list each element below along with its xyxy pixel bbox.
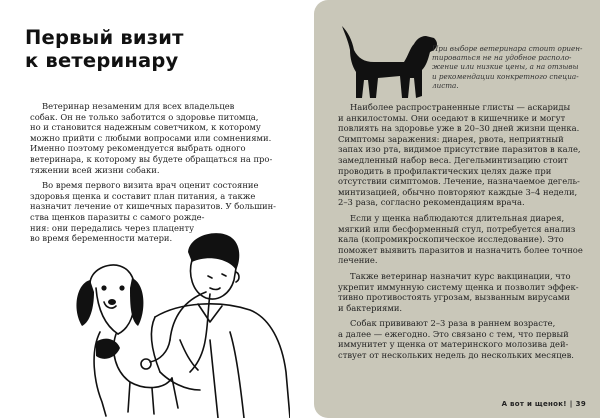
text-line: проводить в профилактических целях даже при	[338, 165, 552, 176]
title-line: Первый визит	[25, 26, 184, 49]
text-line: назначит лечение от кишечных паразитов. У большин-	[30, 201, 277, 212]
text-line: во время беременности матери.	[30, 233, 173, 244]
text-line: поможет выявить паразитов и назначить более точное	[338, 244, 583, 255]
page-number: 39	[575, 400, 586, 408]
paragraph	[338, 271, 586, 313]
text-line: Собак прививают 2–3 раза в раннем возрасте,	[350, 318, 556, 329]
text-line: но и становится надежным советчиком, к которому	[30, 122, 261, 133]
text-line: и бактериями.	[338, 302, 403, 313]
text-line: ства щенков паразиты с самого рожде-	[30, 211, 205, 222]
text-line: Если у щенка наблюдаются длительная диарея,	[350, 212, 565, 223]
text-line: ствует от нескольких недель до нескольких месяцев.	[338, 350, 574, 361]
text-line: Именно поэтому рекомендуется выбрать одного	[30, 143, 246, 154]
text-line: мягкий или бесформенный стул, потребуется анализ	[338, 223, 576, 234]
note-line: листа.	[432, 80, 459, 90]
text-line: тивно противостоять угрозам, вызванным вирусами	[338, 292, 570, 303]
note-line: и рекомендации конкретного специа-	[432, 71, 579, 81]
paragraph	[338, 213, 586, 266]
text-line: собак. Он не только заботится о здоровье питомца,	[30, 111, 259, 122]
text-line: 2–3 раза, согласно рекомендациям врача.	[338, 197, 525, 208]
note-line: При выборе ветеринара стоит ориен-	[432, 44, 583, 53]
text-line: запах изо рта, видимое присутствие паразитов в кале,	[338, 144, 581, 155]
text-line: повлиять на здоровье уже в 20–30 дней жизни щенка.	[338, 123, 580, 134]
paragraph	[338, 102, 586, 208]
text-line: кала (копромикроскопическое исследование). Это	[338, 234, 564, 245]
right-body-text	[338, 102, 586, 366]
text-line: лечение.	[338, 255, 378, 266]
text-line: здоровья щенка и составит план питания, а также	[30, 190, 256, 201]
text-line: замедленный набор веса. Дегельминтизацию стоит	[338, 154, 568, 165]
text-line: иммунитет у щенка от материнского молозива дей-	[338, 339, 569, 350]
text-line: Также ветеринар назначит курс вакцинации, что	[350, 270, 571, 281]
text-line: ветеринара, к которому вы будете обращаться на про-	[30, 153, 273, 164]
paragraph	[338, 318, 586, 360]
sidebar-note	[432, 44, 592, 90]
text-line: Симптомы заражения: диарея, рвота, неприятный	[338, 133, 564, 144]
paragraph	[18, 101, 280, 175]
text-line: тяжении всей жизни собаки.	[30, 164, 160, 175]
text-line: Наиболее распространенные глисты — аскариды	[350, 102, 571, 112]
text-line: отсутствии симптомов. Лечение, назначаемое дегель-	[338, 176, 580, 187]
text-line: Во время первого визита врач оценит состояние	[42, 180, 259, 191]
page-title	[25, 26, 275, 72]
note-line: тироваться не на удобное располо-	[432, 53, 572, 63]
running-head: А вот и щенок!	[501, 400, 567, 408]
text-line: укрепит иммунную систему щенка и позволит эффек-	[338, 281, 579, 292]
text-line: ния: они передались через плаценту	[30, 222, 195, 233]
text-line: и анкилостомы. Они оседают в кишечнике и могут	[338, 112, 566, 123]
text-line: а далее — ежегодно. Это связано с тем, что первый	[338, 328, 569, 339]
text-line: можно прийти с любыми вопросами или сомнениями.	[30, 132, 272, 143]
footer-separator: |	[569, 400, 573, 408]
page-footer	[502, 400, 586, 408]
right-page	[314, 0, 600, 418]
text-line: Ветеринар незаменим для всех владельцев	[42, 101, 235, 111]
title-line: к ветеринару	[25, 49, 179, 72]
text-line: минтизацией, обычно повторяют каждые 3–4 недели,	[338, 186, 578, 197]
dog-silhouette-icon	[338, 22, 442, 108]
note-line: жение или низкие цены, а на отзывы	[432, 62, 579, 72]
vet-examining-puppy-illustration	[60, 222, 290, 418]
